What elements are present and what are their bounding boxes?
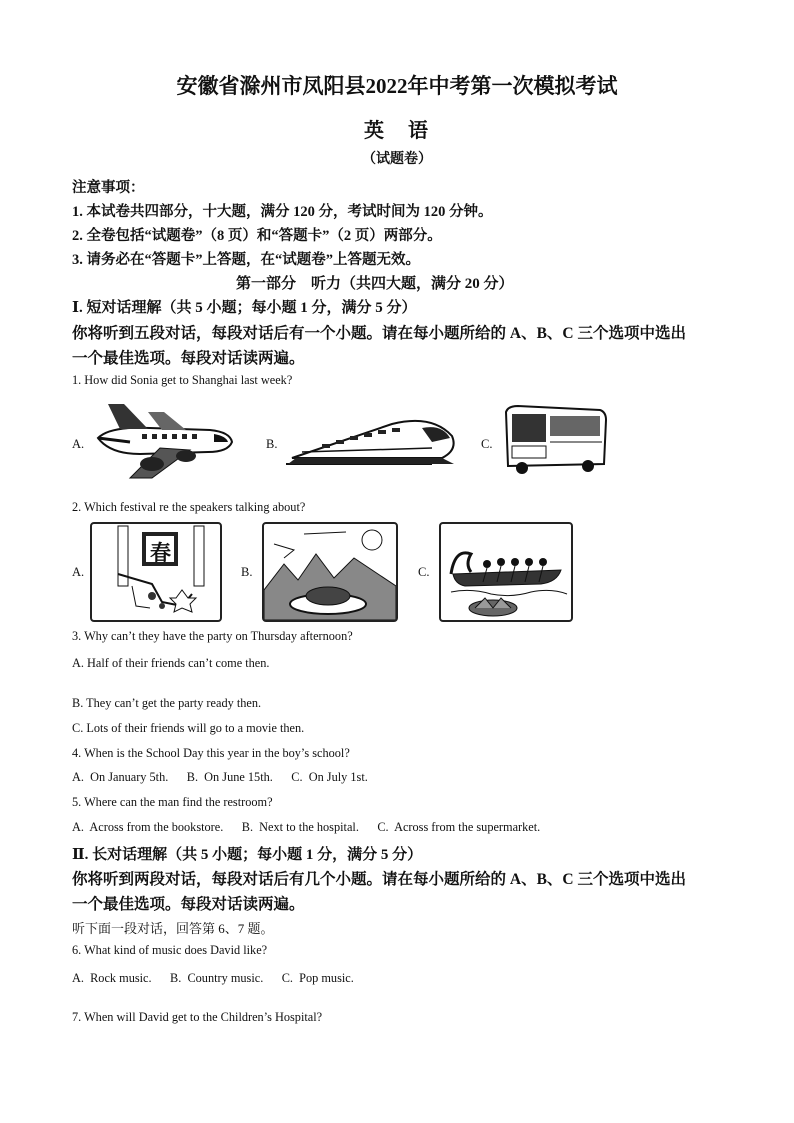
- question-3: 3. Why can’t they have the party on Thursday afternoon?: [72, 629, 353, 643]
- paper-label: （试题卷）: [362, 152, 432, 167]
- question-6-options: A. Rock music. B. Country music. C. Pop music.: [72, 971, 354, 985]
- option-c: C. Lots of their friends will go to a movie then.: [72, 721, 305, 735]
- question-1: 1. How did Sonia get to Shanghai last week?: [72, 373, 293, 387]
- subject-title: 英 语: [364, 120, 430, 142]
- spring-character: 春: [150, 540, 171, 565]
- option-label: C.: [418, 565, 430, 579]
- section1-instructions: 你将听到五段对话，每段对话后有一个小题。请在每小题所给的 A、B、C 三个选项中选出: [72, 325, 686, 342]
- option-label: A.: [72, 565, 85, 579]
- section1-instructions: 一个最佳选项。每段对话读两遍。: [72, 350, 305, 367]
- section2-instructions: 你将听到两段对话，每段对话后有几个小题。请在每小题所给的 A、B、C 三个选项中选出: [72, 871, 686, 888]
- question-2: 2. Which festival re the speakers talking about?: [72, 500, 306, 514]
- question-4-options: A. On January 5th. B. On June 15th. C. On July 1st.: [72, 770, 368, 784]
- part1-heading: 第一部分 听力（共四大题，满分 20 分）: [236, 276, 514, 292]
- train-icon: [282, 406, 460, 477]
- dragon-boat-icon: [439, 522, 573, 622]
- section2-subinstruction: 听下面一段对话，回答第 6、7 题。: [72, 921, 274, 936]
- option-label: B.: [241, 565, 253, 579]
- option-a: A. Half of their friends can’t come then.: [72, 656, 270, 670]
- notes-heading: 注意事项：: [72, 180, 145, 196]
- airplane-icon: [90, 398, 240, 487]
- question-4: 4. When is the School Day this year in the boy’s school?: [72, 746, 350, 760]
- option-label: A.: [72, 437, 85, 451]
- question-7: 7. When will David get to the Children’s Hospital?: [72, 1010, 323, 1024]
- section2-heading: Ⅱ. 长对话理解（共 5 小题；每小题 1 分，满分 5 分）: [72, 847, 423, 863]
- mid-autumn-icon: [262, 522, 398, 622]
- option-label: B.: [266, 437, 278, 451]
- exam-title: 安徽省滁州市凤阳县2022年中考第一次模拟考试: [176, 74, 618, 98]
- note-item: 2. 全卷包括“试题卷”（8 页）和“答题卡”（2 页）两部分。: [72, 228, 442, 244]
- option-label: C.: [481, 437, 493, 451]
- question-5: 5. Where can the man find the restroom?: [72, 795, 273, 809]
- option-b: B. They can’t get the party ready then.: [72, 696, 262, 710]
- note-item: 1. 本试卷共四部分，十大题，满分 120 分，考试时间为 120 分钟。: [72, 204, 493, 220]
- section2-instructions: 一个最佳选项。每段对话读两遍。: [72, 896, 305, 913]
- bus-icon: [500, 402, 608, 481]
- section1-heading: Ⅰ. 短对话理解（共 5 小题；每小题 1 分，满分 5 分）: [72, 300, 417, 316]
- question-5-options: A. Across from the bookstore. B. Next to the hospital. C. Across from the supermarket.: [72, 820, 541, 834]
- note-item: 3. 请务必在“答题卡”上答题，在“试题卷”上答题无效。: [72, 252, 420, 268]
- question-6: 6. What kind of music does David like?: [72, 943, 268, 957]
- spring-festival-icon: [90, 522, 222, 622]
